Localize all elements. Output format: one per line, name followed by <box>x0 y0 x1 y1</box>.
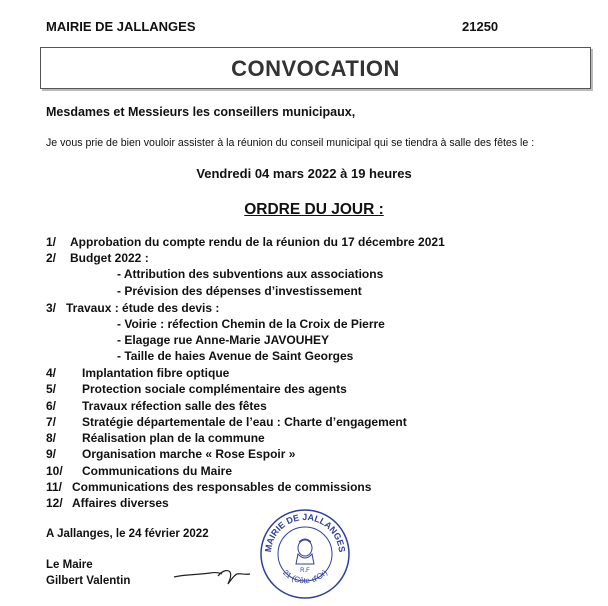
agenda-number: 2/ <box>46 251 57 265</box>
intro-text: Je vous prie de bien vouloir assister à la réunion du conseil municipal qui se tiendra à salle des fêtes le : <box>46 137 535 149</box>
agenda-item: Affaires diverses <box>72 496 169 510</box>
page-title: CONVOCATION <box>231 56 400 81</box>
agenda-subitem: - Elagage rue Anne-Marie JAVOUHEY <box>117 333 330 347</box>
agenda-item: Communications du Maire <box>82 464 233 478</box>
agenda-item: Travaux réfection salle des fêtes <box>82 399 267 413</box>
salutation: Mesdames et Messieurs les conseillers municipaux, <box>46 105 356 119</box>
agenda-number: 11/ <box>46 480 63 494</box>
mairie-name: MAIRIE DE JALLANGES <box>46 19 196 34</box>
signature-place-date: A Jallanges, le 24 février 2022 <box>46 528 209 540</box>
postal-code: 21250 <box>462 19 499 34</box>
meeting-date: Vendredi 04 mars 2022 à 19 heures <box>196 166 412 181</box>
svg-text:MAIRIE DE JALLANGES <box>263 512 347 553</box>
agenda-item: Communications des responsables de commissions <box>72 480 372 494</box>
agenda-item: Organisation marche « Rose Espoir » <box>82 447 296 461</box>
agenda-subitem: - Taille de haies Avenue de Saint Georges <box>117 349 354 363</box>
agenda-subitem: - Attribution des subventions aux associations <box>117 267 384 281</box>
agenda-number: 8/ <box>46 431 57 445</box>
agenda-number: 9/ <box>46 447 57 461</box>
agenda-number: 6/ <box>46 399 57 413</box>
agenda-number: 7/ <box>46 415 57 429</box>
agenda-number: 3/ <box>46 301 57 315</box>
agenda-subitem: - Voirie : réfection Chemin de la Croix de Pierre <box>117 317 385 331</box>
agenda-item: Approbation du compte rendu de la réunion du 17 décembre 2021 <box>70 235 445 249</box>
agenda-number: 4/ <box>46 366 57 380</box>
agenda-item: Stratégie départementale de l’eau : Charte d’engagement <box>82 415 407 429</box>
agenda-item: Travaux : étude des devis : <box>66 301 220 315</box>
stamp-center-text: R.F <box>300 568 310 574</box>
handwritten-signature <box>172 563 252 589</box>
agenda-item: Réalisation plan de la commune <box>82 431 265 445</box>
stamp-bottom-text: 21 (Côte-d'Or) <box>280 568 330 586</box>
marianne-emblem-icon <box>296 539 314 564</box>
agenda-item: Protection sociale complémentaire des agents <box>82 382 347 396</box>
agenda-item: Implantation fibre optique <box>82 366 230 380</box>
agenda-item: Budget 2022 : <box>70 251 149 265</box>
stamp-top-text: MAIRIE DE JALLANGES <box>262 511 348 553</box>
signatory-title: Le Maire <box>46 559 93 571</box>
title-box <box>40 47 591 89</box>
agenda-subitem: - Prévision des dépenses d’investissement <box>117 284 362 298</box>
agenda-number: 12/ <box>46 496 63 510</box>
agenda-title: ORDRE DU JOUR : <box>244 201 384 218</box>
agenda-number: 1/ <box>46 235 57 249</box>
signatory-name: Gilbert Valentin <box>46 575 131 587</box>
agenda-number: 10/ <box>46 464 63 478</box>
mairie-stamp <box>257 506 353 602</box>
agenda-number: 5/ <box>46 382 57 396</box>
